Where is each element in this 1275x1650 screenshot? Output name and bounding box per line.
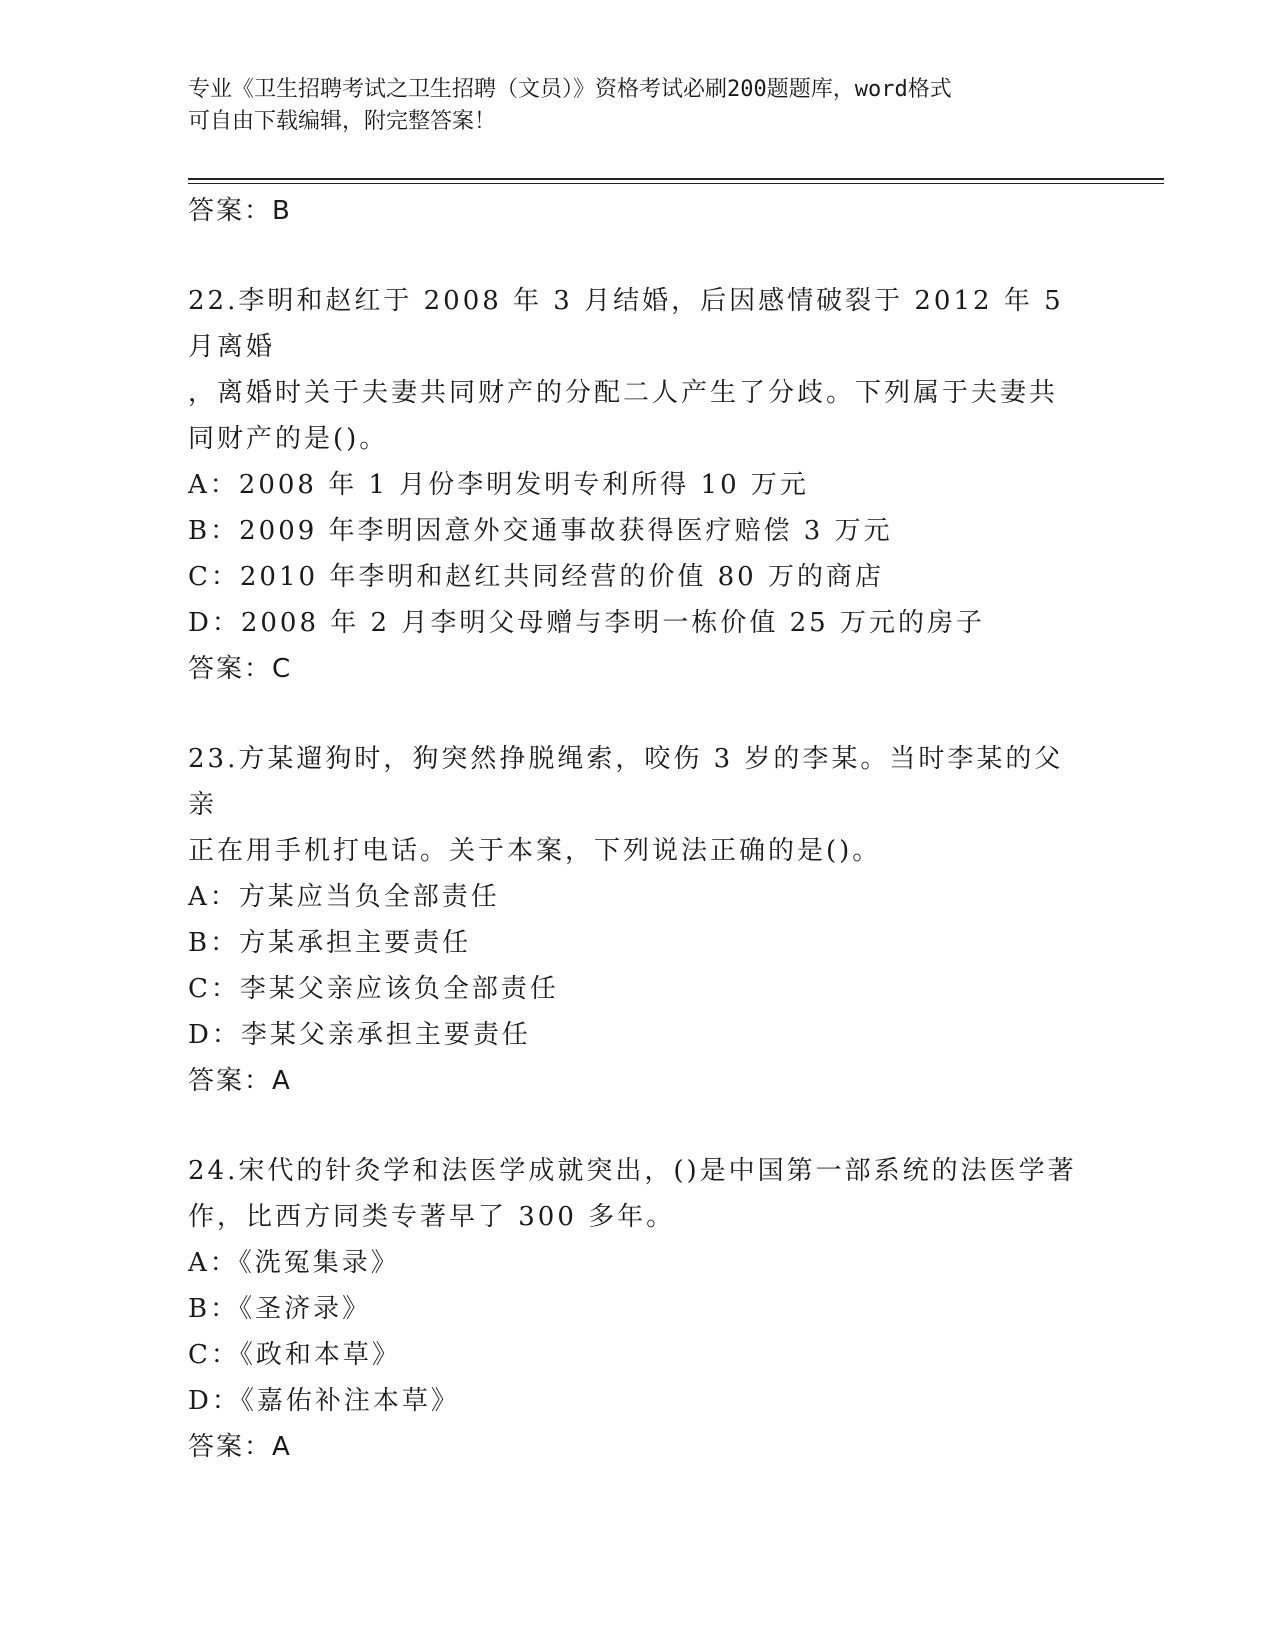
option-b: B：方某承担主要责任	[188, 928, 472, 958]
option-b: B：2009 年李明因意外交通事故获得医疗赔偿 3 万元	[188, 516, 893, 546]
question-text	[188, 736, 1088, 874]
question-23	[188, 736, 1088, 1104]
option-c: C：2010 年李明和赵红共同经营的价值 80 万的商店	[188, 562, 884, 592]
option-a: A：方某应当负全部责任	[188, 882, 500, 912]
answer-label: 答案：B	[188, 196, 292, 226]
question-line: 22.李明和赵红于 2008 年 3 月结婚，后因感情破裂于 2012 年 5 月离婚	[188, 286, 1064, 362]
option-b: B：《圣济录》	[188, 1294, 372, 1324]
answer-label: 答案：A	[188, 1432, 292, 1462]
question-text	[188, 1148, 1088, 1240]
question-text	[188, 278, 1088, 462]
question-24	[188, 1148, 1088, 1470]
question-line: 同财产的是()。	[188, 424, 389, 454]
option-d: D：《嘉佑补注本草》	[188, 1386, 460, 1416]
question-line: ，离婚时关于夫妻共同财产的分配二人产生了分歧。下列属于夫妻共	[188, 378, 1059, 408]
question-line: 正在用手机打电话。关于本案，下列说法正确的是()。	[188, 836, 882, 866]
answer-label: 答案：C	[188, 654, 293, 684]
answer-label: 答案：A	[188, 1066, 292, 1096]
header-rule-thick	[188, 178, 1164, 180]
question-line: 24.宋代的针灸学和法医学成就突出，()是中国第一部系统的法医学著	[188, 1156, 1077, 1186]
option-d: D：2008 年 2 月李明父母赠与李明一栋价值 25 万元的房子	[188, 608, 985, 638]
page-header	[188, 74, 1088, 138]
option-c: C：李某父亲应该负全部责任	[188, 974, 559, 1004]
option-a: A：《洗冤集录》	[188, 1248, 400, 1278]
option-c: C：《政和本草》	[188, 1340, 401, 1370]
question-line: 作，比西方同类专著早了 300 多年。	[188, 1202, 676, 1232]
header-line-2: 可自由下载编辑，附完整答案！	[188, 109, 497, 134]
question-22	[188, 278, 1088, 692]
document-body	[188, 188, 1088, 1470]
header-rule-thin	[188, 183, 1164, 184]
option-a: A：2008 年 1 月份李明发明专利所得 10 万元	[188, 470, 809, 500]
option-d: D：李某父亲承担主要责任	[188, 1020, 531, 1050]
header-line-1: 专业《卫生招聘考试之卫生招聘（文员）》资格考试必刷200题题库，word格式	[188, 77, 952, 102]
question-line: 23.方某遛狗时，狗突然挣脱绳索，咬伤 3 岁的李某。当时李某的父亲	[188, 744, 1064, 820]
